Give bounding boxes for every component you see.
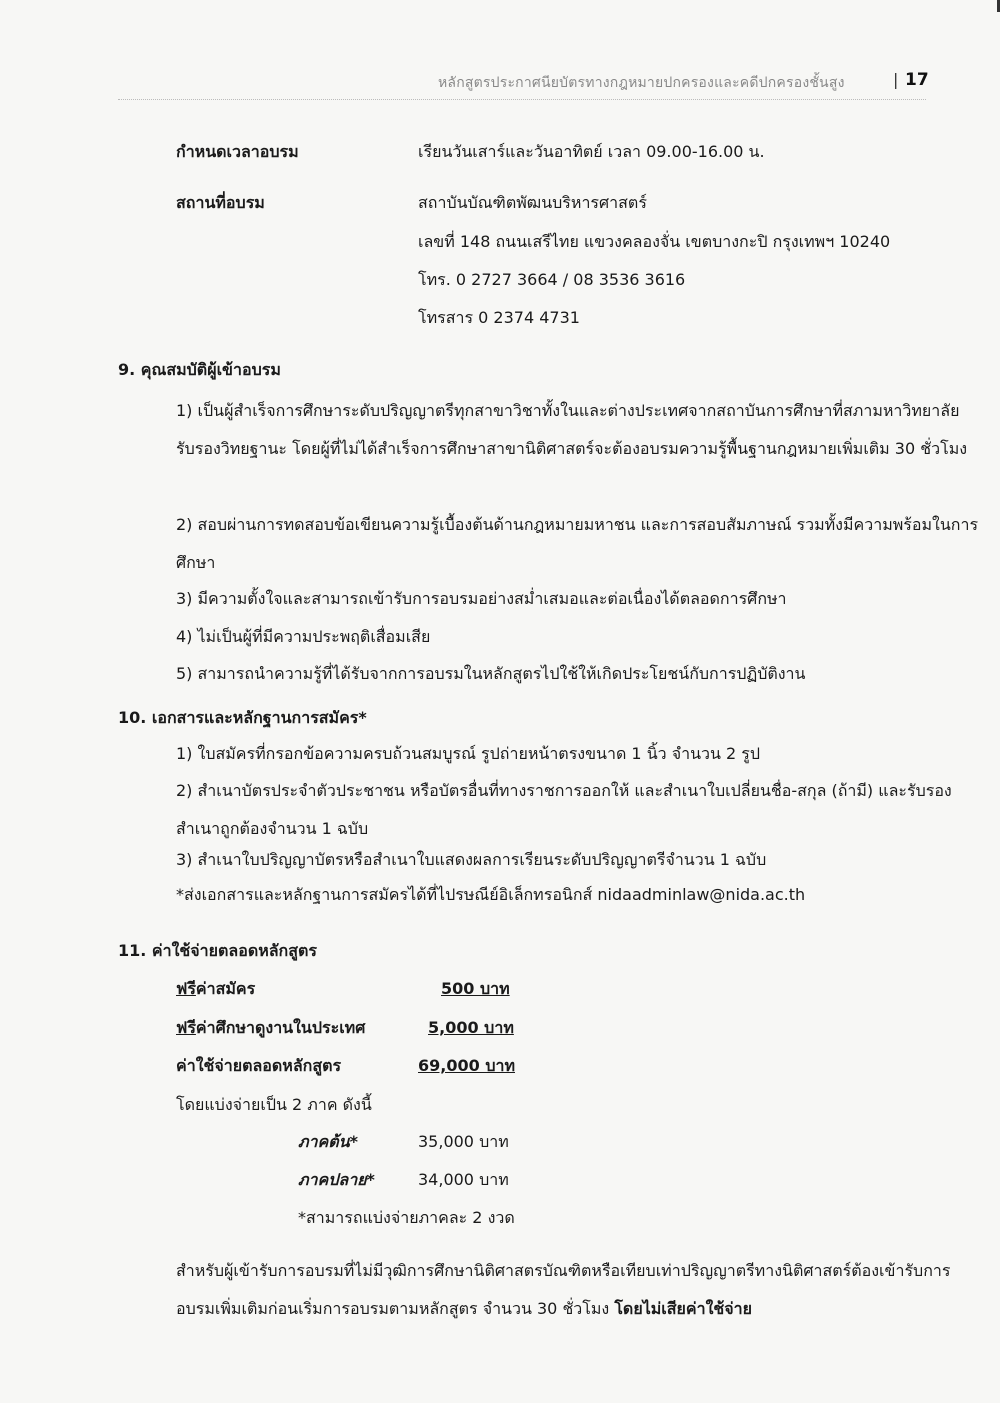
header-rule <box>118 99 926 100</box>
term-2-amount: 34,000 บาท <box>418 1170 509 1189</box>
fee-split-intro: โดยแบ่งจ่ายเป็น 2 ภาค ดังนี้ <box>176 1095 372 1114</box>
term-2-label: ภาคปลาย* <box>298 1170 375 1189</box>
venue-line-phone: โทร. 0 2727 3664 / 08 3536 3616 <box>418 270 686 289</box>
fee-study-tour-amount: 5,000 บาท <box>428 1018 514 1037</box>
fee-total-label: ค่าใช้จ่ายตลอดหลักสูตร <box>176 1056 342 1075</box>
section-10-item-2: 2) สำเนาบัตรประจำตัวประชาชน หรือบัตรอื่นที่ทางราชการออกให้ และสำเนาใบเปลี่ยนชื่อ-สกุล (ถ้ามี) และรับรองสำเนาถูกต้องจำนวน 1 ฉบับ <box>176 781 952 838</box>
fee-study-tour-label: ฟรีค่าศึกษาดูงานในประเทศ <box>176 1018 366 1037</box>
section-10-note: *ส่งเอกสารและหลักฐานการสมัครได้ที่ไปรษณีย์อิเล็กทรอนิกส์ nidaadminlaw@nida.ac.th <box>176 885 806 904</box>
free-tag: ฟรี <box>176 979 196 998</box>
fee-total-amount: 69,000 บาท <box>418 1056 515 1075</box>
running-header-title: หลักสูตรประกาศนียบัตรทางกฎหมายปกครองและคดีปกครองชั้นสูง <box>438 75 845 91</box>
section-9-item-3: 3) มีความตั้งใจและสามารถเข้ารับการอบรมอย่างสม่ำเสมอและต่อเนื่องได้ตลอดการศึกษา <box>176 589 787 608</box>
closing-text: สำหรับผู้เข้ารับการอบรมที่ไม่มีวุฒิการศึกษานิติศาสตรบัณฑิตหรือเทียบเท่าปริญญาตรีทางนิติศาสตร์ต้องเข้ารับการอบรมเพิ่มเติมก่อนเริ่มการอบรมตามหลักสูตร จำนวน 30 ชั่วโมง <box>176 1261 951 1318</box>
page-number: 17 <box>905 70 929 90</box>
venue-line-fax: โทรสาร 0 2374 4731 <box>418 308 580 327</box>
free-tag: ฟรี <box>176 1018 196 1037</box>
fee-application-label: ฟรีค่าสมัคร <box>176 979 256 998</box>
venue-label: สถานที่อบรม <box>176 193 265 212</box>
section-10-item-1: 1) ใบสมัครที่กรอกข้อความครบถ้วนสมบูรณ์ รูปถ่ายหน้าตรงขนาด 1 นิ้ว จำนวน 2 รูป <box>176 744 761 763</box>
section-9-heading: 9. คุณสมบัติผู้เข้าอบรม <box>118 360 281 379</box>
section-10-heading: 10. เอกสารและหลักฐานการสมัคร* <box>118 708 367 727</box>
fee-application-amount: 500 บาท <box>441 979 510 998</box>
section-10-item-3: 3) สำเนาใบปริญญาบัตรหรือสำเนาใบแสดงผลการเรียนระดับปริญญาตรีจำนวน 1 ฉบับ <box>176 850 767 869</box>
venue-line-address: เลขที่ 148 ถนนเสรีไทย แขวงคลองจั่น เขตบางกะปิ กรุงเทพฯ 10240 <box>418 232 891 251</box>
schedule-value: เรียนวันเสาร์และวันอาทิตย์ เวลา 09.00-16.00 น. <box>418 142 765 161</box>
closing-paragraph <box>118 1252 980 1328</box>
term-installment-note: *สามารถแบ่งจ่ายภาคละ 2 งวด <box>298 1208 515 1227</box>
closing-emphasis: โดยไม่เสียค่าใช้จ่าย <box>614 1299 752 1318</box>
section-9-item-2: 2) สอบผ่านการทดสอบข้อเขียนความรู้เบื้องต้นด้านกฎหมายมหาชน และการสอบสัมภาษณ์ รวมทั้งมีความพร้อมในการศึกษา <box>176 515 979 572</box>
schedule-label: กำหนดเวลาอบรม <box>176 142 299 161</box>
term-1-amount: 35,000 บาท <box>418 1132 509 1151</box>
section-9-item-4: 4) ไม่เป็นผู้ที่มีความประพฤติเสื่อมเสีย <box>176 627 431 646</box>
running-header-separator: | <box>893 70 899 89</box>
section-9-item-1: 1) เป็นผู้สำเร็จการศึกษาระดับปริญญาตรีทุกสาขาวิชาทั้งในและต่างประเทศจากสถาบันการศึกษาที่สภามหาวิทยาลัยรับรองวิทยฐานะ โดยผู้ที่ไม่ได้สำเร็จการศึกษาสาขานิติศาสตร์จะต้องอบรมความรู้พื้นฐานกฎหมายเพิ่มเติม 30 ชั่วโมง <box>176 401 968 458</box>
section-11-heading: 11. ค่าใช้จ่ายตลอดหลักสูตร <box>118 941 317 960</box>
term-1-label: ภาคต้น* <box>298 1132 358 1151</box>
venue-line-name: สถาบันบัณฑิตพัฒนบริหารศาสตร์ <box>418 193 647 212</box>
section-9-item-5: 5) สามารถนำความรู้ที่ได้รับจากการอบรมในหลักสูตรไปใช้ให้เกิดประโยชน์กับการปฏิบัติงาน <box>176 664 806 683</box>
